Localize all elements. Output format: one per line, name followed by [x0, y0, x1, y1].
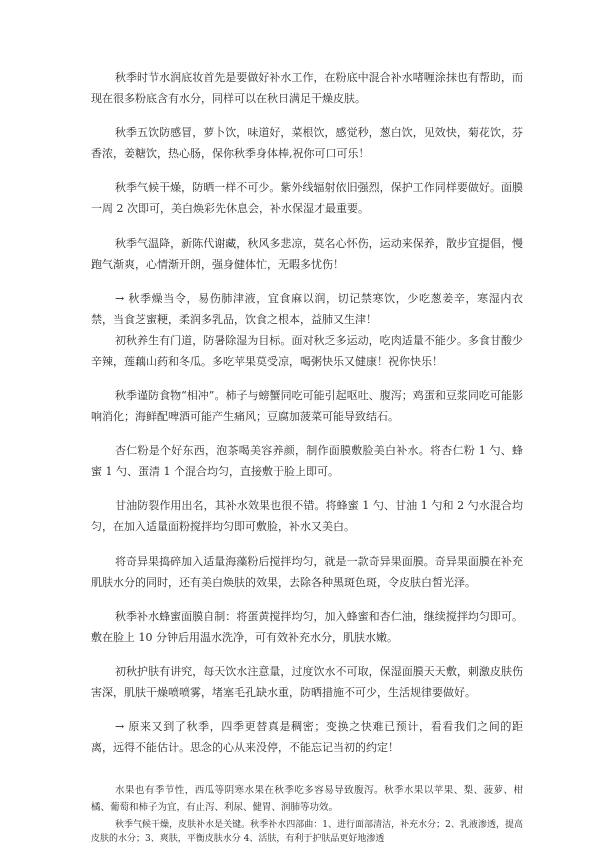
paragraph-3: 秋季气候干燥，防晒一样不可少。紫外线辐射依旧强烈，保护工作同样要做好。面膜一周 2 次即可，美白焕彩先休息会，补水保湿才最重要。 — [91, 181, 523, 215]
paragraph-6: 初秋养生有门道，防暑除湿为目标。面对秋乏多运动，吃肉适量不能少。多食甘酸少辛辣，莲藕山药和冬瓜。多吃苹果莫受凉，喝粥快乐又健康！祝你快乐！ — [91, 334, 523, 368]
paragraph-12: 初秋护肤有讲究，每天饮水注意量，过度饮水不可取，保湿面膜天天敷，刺激皮肤伤害深，肌肤干燥喷喷雾，堵塞毛孔缺水重，防晒措施不可少，生活规律要做好。 — [91, 665, 523, 699]
paragraph-14: 水果也有季节性，西瓜等阴寒水果在秋季吃多容易导致腹泻。秋季水果以苹果、梨、菠萝、柑橘、葡萄和柿子为宜，有止泻、利尿、健胃、润肺等功效。 — [91, 785, 523, 813]
paragraph-13: → 原来又到了秋季，四季更替真是稠密；变换之快难已预计，看看我们之间的距离，远得不能估计。思念的心从来没停，不能忘记当初的约定！ — [91, 720, 523, 754]
paragraph-7: 秋季谨防食物“相冲”。柿子与螃蟹同吃可能引起呕吐、腹泻；鸡蛋和豆浆同吃可能影响消化；海鲜配啤酒可能产生痛风；豆腐加菠菜可能导致结石。 — [91, 389, 523, 423]
paragraph-5: → 秋季燥当令，易伤肺津液，宜食麻以润，切记禁寒饮，少吃葱姜辛，寒湿内衣禁，当食芝蜜粳，柔润多乳品，饮食之根本，益肺又生津！ — [91, 292, 523, 326]
paragraph-2: 秋季五饮防感冒，萝卜饮，味道好，菜根饮，感觉秒，葱白饮，见效快，菊花饮，芬香浓，姜糖饮，热心肠，保你秋季身体棒,祝你可口可乐！ — [91, 126, 523, 160]
paragraph-15: 秋季气候干燥，皮肤补水是关键。秋季补水四部曲：1、进行面部清洁，补充水分；2、乳液渗透，提高皮肤的水分；3、爽肤，平衡皮肤水分 4、活肤，有利于护肤品更好地渗透 — [91, 820, 523, 844]
paragraph-8: 杏仁粉是个好东西，泡茶喝美容养颜，制作面膜敷脸美白补水。将杏仁粉 1 勺、蜂蜜 1 勺、蛋清 1 个混合均匀，直接敷于脸上即可。 — [91, 444, 523, 478]
paragraph-11: 秋季补水蜂蜜面膜自制：将蛋黄搅拌均匀，加入蜂蜜和杏仁油，继续搅拌均匀即可。敷在脸上 10 分钟后用温水洗净，可有效补充水分，肌肤水嫩。 — [91, 610, 523, 644]
paragraph-9: 甘油防裂作用出名，其补水效果也很不错。将蜂蜜 1 勺、甘油 1 勺和 2 勺水混合均匀，在加入适量面粉搅拌均匀即可敷脸，补水又美白。 — [91, 499, 523, 533]
paragraph-4: 秋季气温降，新陈代谢藏，秋风多悲凉，莫名心怀伤，运动来保养，散步宜提倡，慢跑气渐爽，心情渐开朗，强身健体忙，无暇多忧伤！ — [91, 237, 523, 271]
paragraph-10: 将奇异果捣碎加入适量海藻粉后搅拌均匀，就是一款奇异果面膜。奇异果面膜在补充肌肤水分的同时，还有美白焕肤的效果，去除各种黑斑色斑，令皮肤白皙光泽。 — [91, 555, 523, 589]
paragraph-1: 秋季时节水润底妆首先是要做好补水工作，在粉底中混合补水啫喱涂抹也有帮助，而现在很多粉底含有水分，同样可以在秋日满足干燥皮肤。 — [91, 71, 523, 105]
